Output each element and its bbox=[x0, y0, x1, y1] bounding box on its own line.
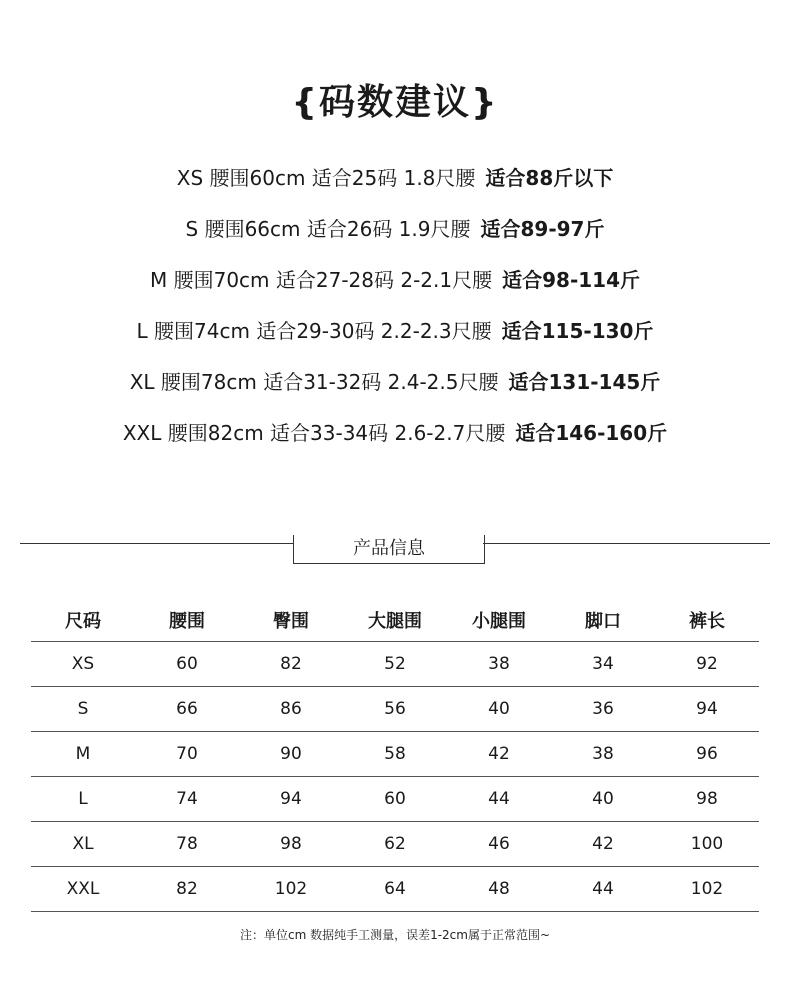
column-header: 小腿围 bbox=[447, 598, 551, 642]
column-header: 脚口 bbox=[551, 598, 655, 642]
table-cell: 42 bbox=[447, 732, 551, 777]
table-cell: 62 bbox=[343, 822, 447, 867]
table-cell: XXL bbox=[31, 867, 135, 912]
table-cell: 44 bbox=[447, 777, 551, 822]
table-row bbox=[31, 867, 759, 912]
section-title: 产品信息 bbox=[293, 535, 485, 564]
table-cell: S bbox=[31, 687, 135, 732]
table-cell: 82 bbox=[135, 867, 239, 912]
table-cell: 82 bbox=[239, 642, 343, 687]
size-advice-fit: 适合88斤以下 bbox=[485, 166, 614, 190]
divider-line bbox=[483, 543, 770, 544]
table-cell: 58 bbox=[343, 732, 447, 777]
size-advice-line bbox=[0, 260, 790, 311]
size-advice-line bbox=[0, 362, 790, 413]
table-cell: 98 bbox=[239, 822, 343, 867]
table-cell: 36 bbox=[551, 687, 655, 732]
column-header: 大腿围 bbox=[343, 598, 447, 642]
table-cell: 52 bbox=[343, 642, 447, 687]
table-cell: 102 bbox=[239, 867, 343, 912]
size-advice-fit: 适合115-130斤 bbox=[501, 319, 654, 343]
table-cell: 70 bbox=[135, 732, 239, 777]
size-advice-list bbox=[0, 158, 790, 464]
table-header-row bbox=[31, 598, 759, 642]
column-header: 腰围 bbox=[135, 598, 239, 642]
size-advice-text: XL 腰围78cm 适合31-32码 2.4-2.5尺腰 bbox=[129, 370, 499, 394]
table-cell: 56 bbox=[343, 687, 447, 732]
table-cell: 102 bbox=[655, 867, 759, 912]
table-row bbox=[31, 777, 759, 822]
table-cell: XS bbox=[31, 642, 135, 687]
table-cell: 40 bbox=[447, 687, 551, 732]
table-cell: 94 bbox=[655, 687, 759, 732]
table-cell: 90 bbox=[239, 732, 343, 777]
table-cell: 74 bbox=[135, 777, 239, 822]
table-cell: 66 bbox=[135, 687, 239, 732]
table-cell: 48 bbox=[447, 867, 551, 912]
size-advice-text: L 腰围74cm 适合29-30码 2.2-2.3尺腰 bbox=[136, 319, 492, 343]
table-row bbox=[31, 642, 759, 687]
size-advice-fit: 适合98-114斤 bbox=[502, 268, 640, 292]
size-advice-fit: 适合89-97斤 bbox=[480, 217, 605, 241]
table-cell: 60 bbox=[135, 642, 239, 687]
table-cell: M bbox=[31, 732, 135, 777]
table-cell: 78 bbox=[135, 822, 239, 867]
size-advice-fit: 适合131-145斤 bbox=[508, 370, 661, 394]
table-cell: 42 bbox=[551, 822, 655, 867]
table-cell: L bbox=[31, 777, 135, 822]
table-row bbox=[31, 687, 759, 732]
size-advice-line bbox=[0, 209, 790, 260]
size-advice-text: XXL 腰围82cm 适合33-34码 2.6-2.7尺腰 bbox=[122, 421, 506, 445]
table-cell: 64 bbox=[343, 867, 447, 912]
table-row bbox=[31, 732, 759, 777]
page-title: {码数建议} bbox=[291, 82, 499, 123]
table-cell: 40 bbox=[551, 777, 655, 822]
size-advice-line bbox=[0, 311, 790, 362]
table-cell: 60 bbox=[343, 777, 447, 822]
table-row bbox=[31, 822, 759, 867]
table-cell: 44 bbox=[551, 867, 655, 912]
table-cell: 98 bbox=[655, 777, 759, 822]
table-cell: 46 bbox=[447, 822, 551, 867]
column-header: 尺码 bbox=[31, 598, 135, 642]
column-header: 裤长 bbox=[655, 598, 759, 642]
size-advice-text: S 腰围66cm 适合26码 1.9尺腰 bbox=[185, 217, 471, 241]
size-advice-line bbox=[0, 158, 790, 209]
table-cell: 96 bbox=[655, 732, 759, 777]
size-table bbox=[31, 598, 759, 912]
table-cell: 34 bbox=[551, 642, 655, 687]
table-cell: 92 bbox=[655, 642, 759, 687]
table-cell: 38 bbox=[551, 732, 655, 777]
table-cell: XL bbox=[31, 822, 135, 867]
table-cell: 86 bbox=[239, 687, 343, 732]
size-advice-fit: 适合146-160斤 bbox=[515, 421, 668, 445]
measurement-note: 注：单位cm 数据纯手工测量，误差1-2cm属于正常范围~ bbox=[239, 928, 551, 942]
size-advice-text: XS 腰围60cm 适合25码 1.8尺腰 bbox=[176, 166, 476, 190]
divider-line bbox=[20, 543, 293, 544]
size-advice-text: M 腰围70cm 适合27-28码 2-2.1尺腰 bbox=[149, 268, 493, 292]
table-cell: 94 bbox=[239, 777, 343, 822]
table-cell: 38 bbox=[447, 642, 551, 687]
table-cell: 100 bbox=[655, 822, 759, 867]
section-header bbox=[20, 535, 770, 567]
size-advice-line bbox=[0, 413, 790, 464]
column-header: 臀围 bbox=[239, 598, 343, 642]
